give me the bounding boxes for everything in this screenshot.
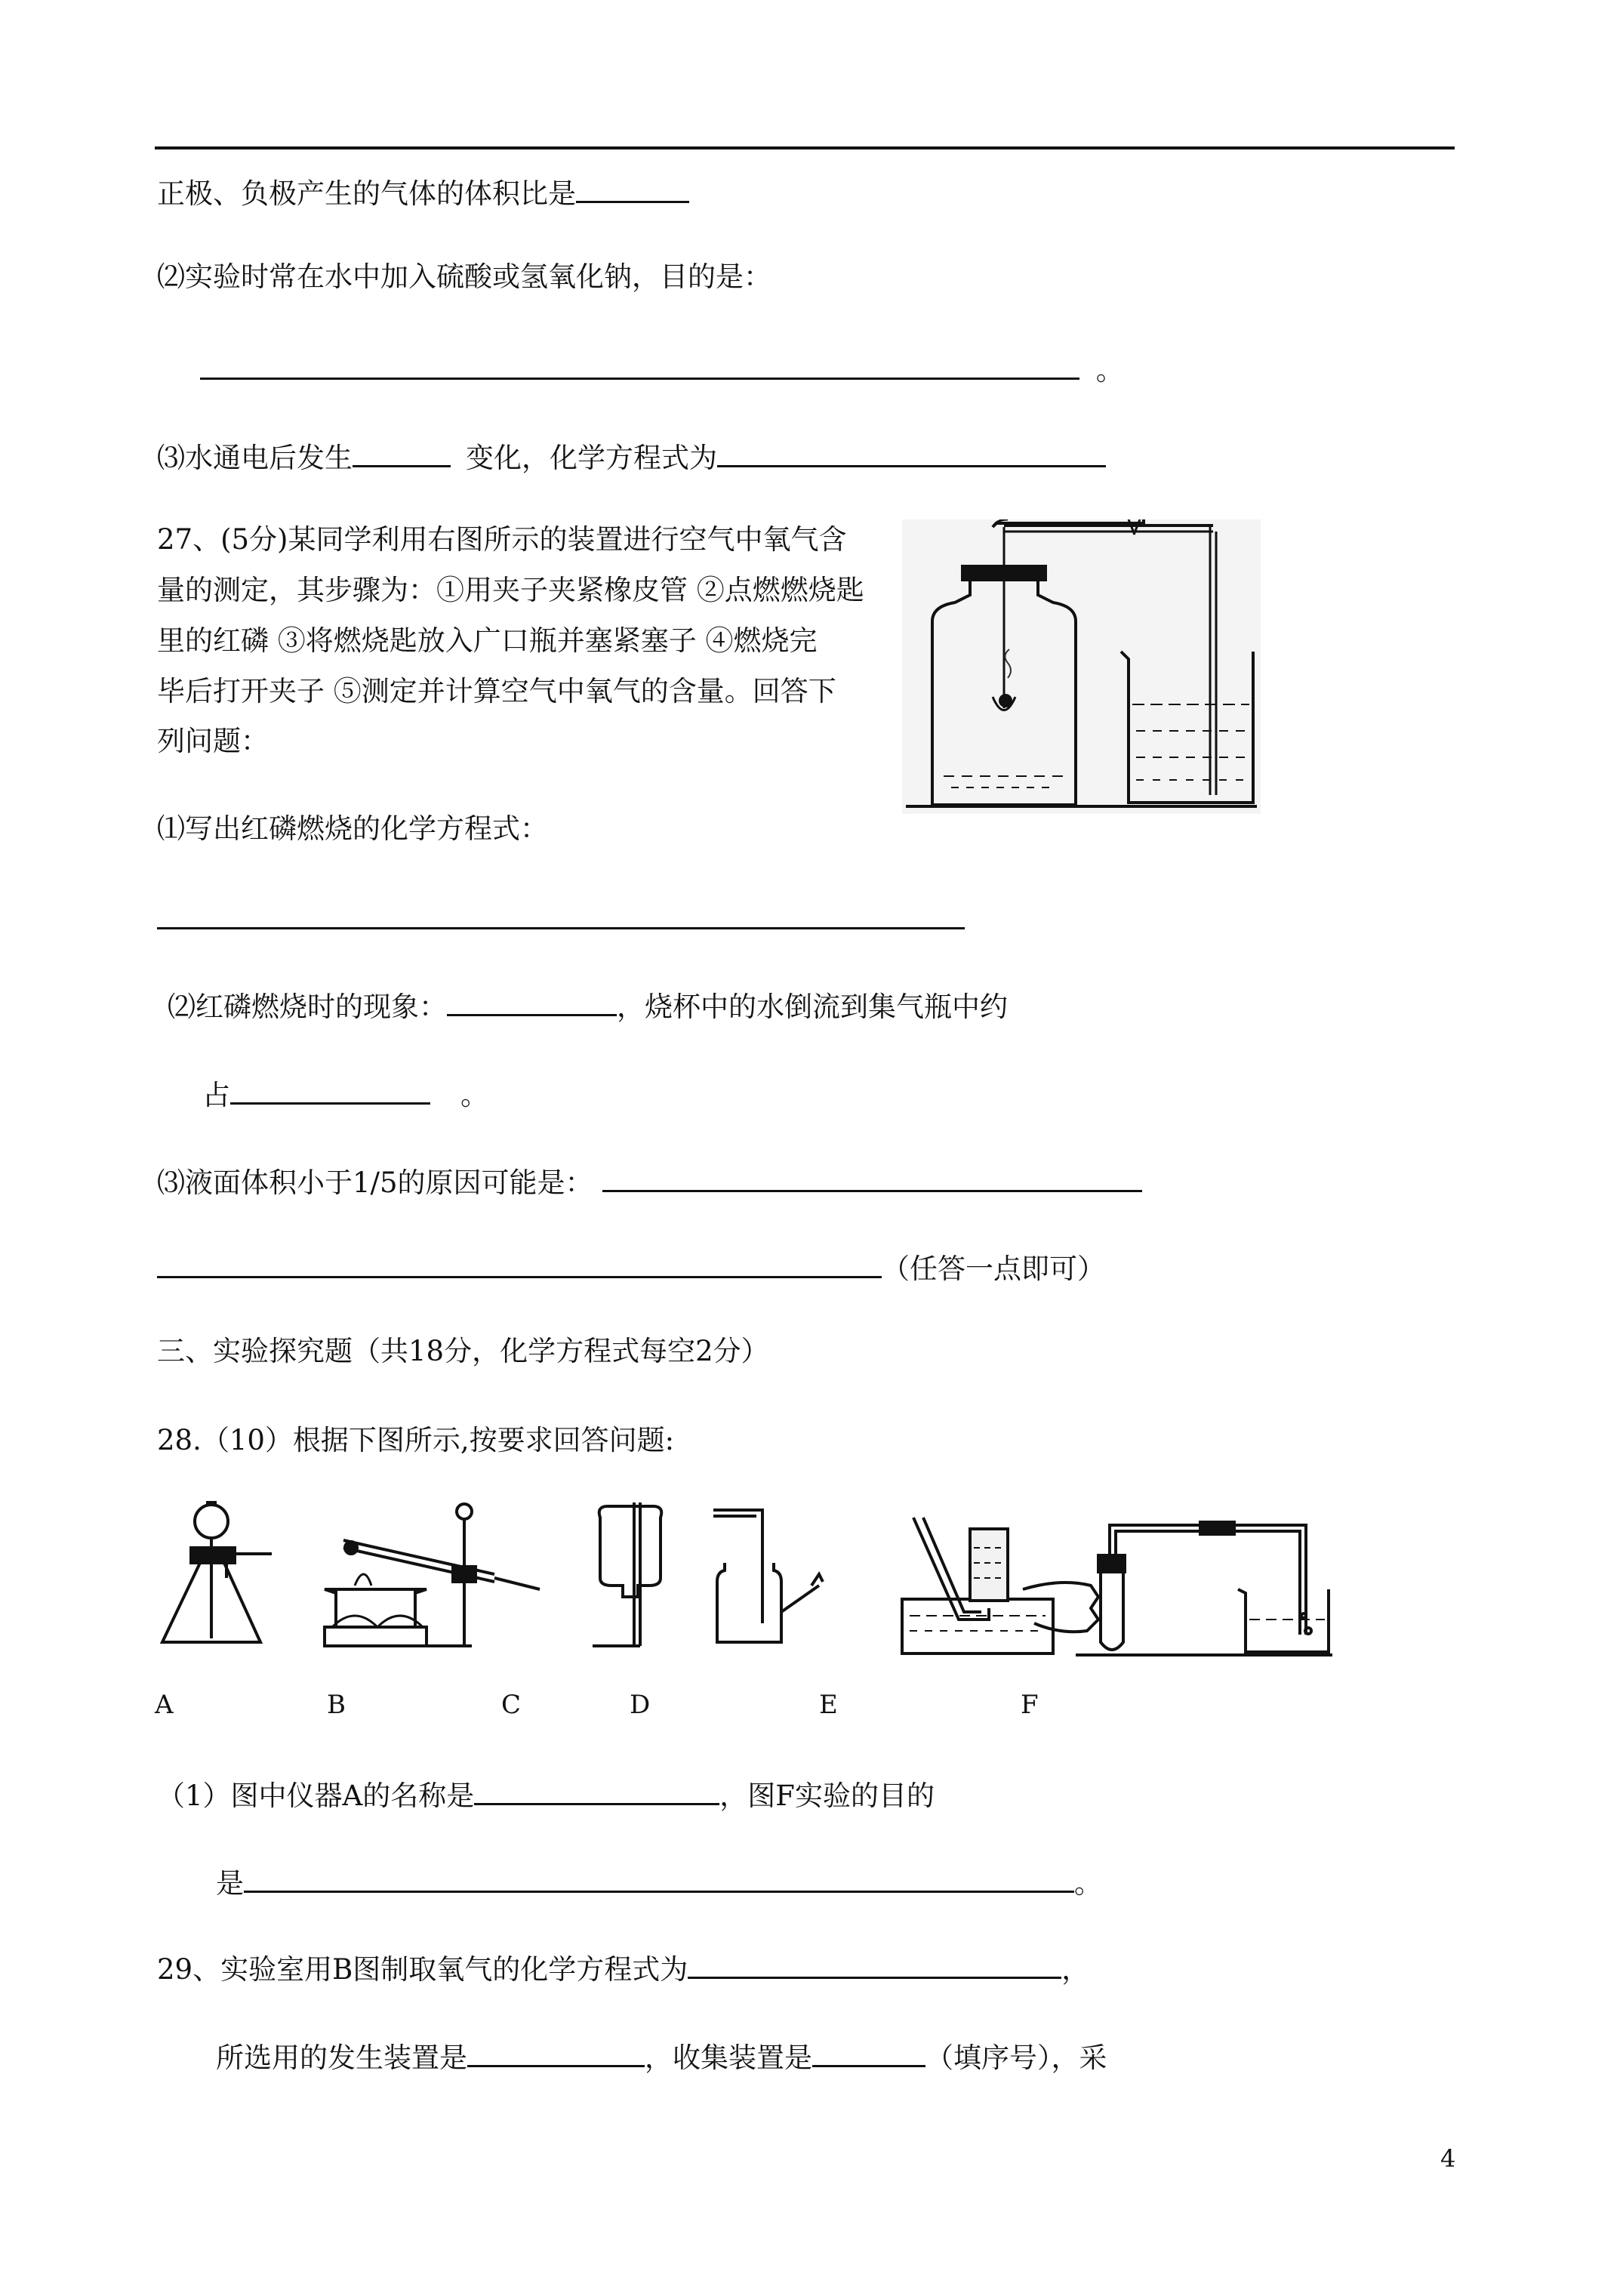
question-27-line: 27、(5分)某同学利用右图所示的装置进行空气中氧气含 <box>157 523 847 556</box>
line-text: 。 <box>1095 354 1124 387</box>
line-text: （1）图中仪器A的名称是 <box>157 1780 475 1812</box>
figure-label-e: E <box>819 1690 838 1720</box>
oxygen-measurement-apparatus-figure <box>902 519 1261 814</box>
line-text: 。 <box>1074 1867 1102 1900</box>
page-number: 4 <box>1440 2144 1456 2173</box>
line-text: ⑶水通电后发生 <box>157 442 353 474</box>
line-text: ，图F实验的目的 <box>719 1780 935 1812</box>
answer-blank <box>602 1161 1142 1192</box>
text-line <box>202 1074 488 1112</box>
answer-blank <box>230 1074 430 1105</box>
line-text: ，烧杯中的水倒流到集气瓶中约 <box>617 991 1008 1023</box>
answer-blank <box>244 1862 1074 1893</box>
apparatus-f <box>1023 1522 1332 1655</box>
question-28-title: 28.（10）根据下图所示,按要求回答问题: <box>157 1424 675 1456</box>
answer-blank <box>717 436 1106 467</box>
line-text: ⑵实验时常在水中加入硫酸或氢氧化钠，目的是： <box>157 260 771 293</box>
line-text: （填序号），采 <box>925 2042 1107 2074</box>
answer-blank <box>812 2036 925 2067</box>
apparatus-figure-row <box>155 1487 1332 1661</box>
text-line <box>200 349 1124 387</box>
answer-blank <box>157 1247 882 1278</box>
line-text: 。 <box>460 1079 488 1111</box>
answer-blank <box>353 436 451 467</box>
text-line <box>157 1774 935 1813</box>
line-text: ，收集装置是 <box>645 2042 812 2074</box>
figure-label-b: B <box>327 1690 346 1720</box>
answer-blank <box>447 985 617 1016</box>
text-line <box>157 172 689 211</box>
answer-blank <box>200 349 1079 380</box>
apparatus-b <box>325 1504 540 1646</box>
text-line <box>216 1862 1102 1900</box>
apparatus-c <box>593 1502 661 1646</box>
sub-question: ⑴写出红磷燃烧的化学方程式： <box>157 812 548 845</box>
question-27-line: 量的测定，其步骤为：①用夹子夹紧橡皮管 ②点燃燃烧匙 <box>157 574 864 606</box>
line-text: 变化，化学方程式为 <box>466 442 717 474</box>
answer-blank <box>688 1948 1061 1979</box>
header-rule <box>155 146 1455 149</box>
line-text: （任答一点即可） <box>882 1253 1105 1285</box>
text-line <box>157 1948 1089 1986</box>
text-line <box>216 2036 1107 2075</box>
figure-label-c: C <box>501 1690 522 1720</box>
figure-label-a: A <box>155 1690 174 1720</box>
answer-blank <box>576 172 689 203</box>
answer-line-row <box>157 898 965 937</box>
apparatus-a <box>162 1502 272 1642</box>
question-27-line: 列问题： <box>157 725 269 757</box>
line-text: ⑵红磷燃烧时的现象： <box>168 991 447 1023</box>
question-27-line: 里的红磷 ③将燃烧匙放入广口瓶并塞紧塞子 ④燃烧完 <box>157 624 818 657</box>
line-text: 正极、负极产生的气体的体积比是 <box>157 177 576 210</box>
text-line <box>168 985 1008 1024</box>
question-27-line: 毕后打开夹子 ⑤测定并计算空气中氧气的含量。回答下 <box>157 675 836 707</box>
figure-label-f: F <box>1021 1690 1039 1720</box>
text-line <box>157 1247 1105 1286</box>
text-line <box>157 1161 1142 1200</box>
answer-blank <box>157 898 965 929</box>
line-text: ， <box>1061 1953 1090 1986</box>
text-line <box>157 436 1106 475</box>
apparatus-d <box>713 1510 823 1642</box>
figure-label-d: D <box>630 1690 651 1720</box>
apparatus-e <box>902 1518 1053 1653</box>
line-text: 是 <box>216 1867 244 1900</box>
line-text: ⑶液面体积小于1/5的原因可能是： <box>157 1166 593 1199</box>
line-text: 29、实验室用B图制取氧气的化学方程式为 <box>157 1953 688 1986</box>
line-text: 所选用的发生装置是 <box>216 2042 467 2074</box>
answer-blank <box>467 2036 645 2067</box>
answer-blank <box>474 1774 719 1805</box>
text-line <box>157 260 771 294</box>
section-heading: 三、实验探究题（共18分，化学方程式每空2分） <box>157 1335 769 1367</box>
line-text: 占 <box>202 1079 230 1111</box>
